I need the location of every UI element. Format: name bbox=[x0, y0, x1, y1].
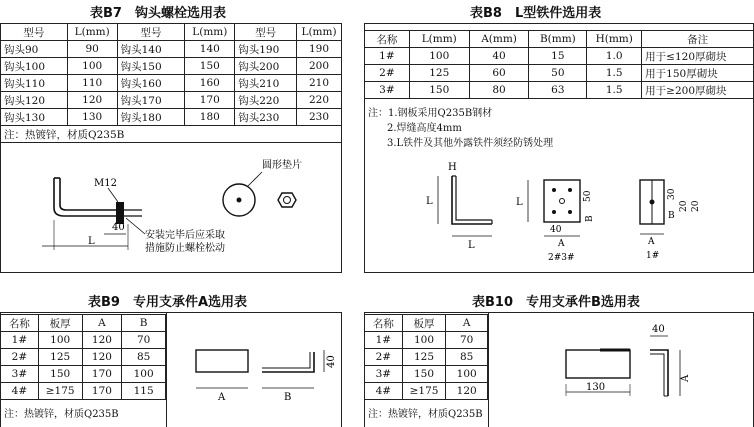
dim-40-b10: 40 bbox=[652, 324, 665, 335]
dim-B: B bbox=[585, 215, 595, 222]
b8-header-cell: L(mm) bbox=[409, 31, 469, 48]
table-cell: 125 bbox=[38, 349, 82, 366]
dim-A-plate: A bbox=[558, 239, 565, 249]
table-cell: 2# bbox=[365, 65, 410, 82]
table-row bbox=[365, 349, 488, 366]
support-a-plate bbox=[196, 350, 248, 372]
table-cell: 用于≤120厚砌块 bbox=[642, 48, 754, 65]
b9-header-cell: 名称 bbox=[1, 315, 39, 332]
table-cell: 1.5 bbox=[587, 65, 642, 82]
dim-A-b10: A bbox=[680, 374, 691, 382]
table-cell: 4# bbox=[365, 383, 403, 400]
table-cell: 230 bbox=[297, 109, 342, 126]
table-cell: 220 bbox=[297, 92, 342, 109]
table-cell: 150 bbox=[38, 366, 82, 383]
b9-header-cell: A bbox=[82, 315, 122, 332]
table-row bbox=[1, 109, 342, 126]
b8-header-cell: 备注 bbox=[642, 31, 754, 48]
table-cell: 钩头160 bbox=[117, 75, 185, 92]
b7-title: 表B7 钩头螺栓选用表 bbox=[90, 6, 226, 21]
b10-support-b-drawing bbox=[490, 312, 754, 427]
table-cell: 钩头150 bbox=[117, 58, 185, 75]
b10-header-cell: 名称 bbox=[365, 315, 403, 332]
table-row bbox=[1, 383, 166, 400]
table-cell: 80 bbox=[469, 82, 529, 99]
table-cell: 150 bbox=[402, 366, 446, 383]
table-cell: 170 bbox=[82, 366, 122, 383]
table-cell: 90 bbox=[67, 41, 117, 58]
table-cell: 1# bbox=[365, 332, 403, 349]
table-cell: 钩头210 bbox=[235, 75, 297, 92]
table-cell: 100 bbox=[402, 332, 446, 349]
table-cell: 70 bbox=[446, 332, 488, 349]
table-cell: 115 bbox=[122, 383, 166, 400]
b8-l-bracket-drawing bbox=[364, 150, 754, 273]
thread-label: M12 bbox=[94, 178, 117, 189]
table-row bbox=[365, 366, 488, 383]
b8-header-cell: H(mm) bbox=[587, 31, 642, 48]
b7-header-cell: 型号 bbox=[235, 24, 297, 41]
table-cell: 3# bbox=[1, 366, 39, 383]
table-cell: ≥175 bbox=[38, 383, 82, 400]
table-row bbox=[365, 48, 754, 65]
table-cell: 钩头90 bbox=[1, 41, 68, 58]
b8-header-cell: B(mm) bbox=[529, 31, 587, 48]
b9-title: 表B9 专用支承件A选用表 bbox=[88, 295, 248, 310]
table-cell: 125 bbox=[409, 65, 469, 82]
table-row bbox=[365, 332, 488, 349]
b7-header-row bbox=[1, 24, 342, 41]
plate-2-3-front bbox=[544, 180, 580, 222]
dim-40-label: 40 bbox=[112, 222, 125, 233]
b8-note-2: 2.焊缝高度4mm bbox=[387, 123, 462, 134]
table-cell: 70 bbox=[122, 332, 166, 349]
table-cell: ≥175 bbox=[402, 383, 446, 400]
table-cell: 100 bbox=[122, 366, 166, 383]
dim-H: H bbox=[448, 162, 457, 173]
caption-1: 1# bbox=[646, 251, 660, 261]
b7-note: 注：热镀锌，材质Q235B bbox=[1, 126, 342, 143]
b9-header-row bbox=[1, 315, 166, 332]
b8-table bbox=[364, 30, 754, 99]
dim-30: 30 bbox=[667, 188, 677, 200]
dim-20a: 20 bbox=[679, 200, 689, 212]
dim-A-b9: A bbox=[218, 392, 226, 403]
table-cell: 钩头230 bbox=[235, 109, 297, 126]
table-cell: 100 bbox=[409, 48, 469, 65]
table-cell: 120 bbox=[67, 92, 117, 109]
table-cell: 170 bbox=[82, 383, 122, 400]
table-cell: 1.5 bbox=[587, 82, 642, 99]
b10-table bbox=[364, 314, 488, 400]
b7-header-cell: 型号 bbox=[1, 24, 68, 41]
table-row bbox=[365, 383, 488, 400]
dim-L-plate: L bbox=[516, 197, 523, 208]
b8-header-cell: A(mm) bbox=[469, 31, 529, 48]
table-cell: 110 bbox=[67, 75, 117, 92]
table-cell: 100 bbox=[446, 366, 488, 383]
b10-header-row bbox=[365, 315, 488, 332]
dim-B-1: B bbox=[668, 211, 675, 221]
table-cell: 钩头110 bbox=[1, 75, 68, 92]
b7-header-cell: L(mm) bbox=[185, 24, 235, 41]
table-row bbox=[1, 92, 342, 109]
table-row bbox=[365, 65, 754, 82]
table-cell: 180 bbox=[185, 109, 235, 126]
b8-title: 表B8 L型铁件选用表 bbox=[470, 6, 602, 21]
b7-header-cell: 型号 bbox=[117, 24, 185, 41]
table-cell: 1# bbox=[1, 332, 39, 349]
table-row bbox=[365, 82, 754, 99]
table-row bbox=[1, 75, 342, 92]
table-cell: 140 bbox=[185, 41, 235, 58]
b8-header-cell: 名称 bbox=[365, 31, 410, 48]
table-cell: 钩头220 bbox=[235, 92, 297, 109]
table-cell: 2# bbox=[365, 349, 403, 366]
dim-L-vertical: L bbox=[426, 196, 433, 207]
remark-line-2: 措施防止螺栓松动 bbox=[145, 243, 225, 254]
table-cell: 用于150厚砌块 bbox=[642, 65, 754, 82]
table-cell: 190 bbox=[297, 41, 342, 58]
b10-note: 注：热镀锌，材质Q235B bbox=[368, 409, 483, 420]
table-cell: 50 bbox=[529, 65, 587, 82]
b8-header-row bbox=[365, 31, 754, 48]
support-b-profile bbox=[650, 350, 668, 396]
table-cell: 130 bbox=[67, 109, 117, 126]
dim-20b: 20 bbox=[691, 200, 701, 212]
table-cell: 120 bbox=[446, 383, 488, 400]
b9-header-cell: 板厚 bbox=[38, 315, 82, 332]
l-bracket-profile bbox=[452, 176, 492, 224]
b7-header-cell: L(mm) bbox=[67, 24, 117, 41]
table-cell: 4# bbox=[1, 383, 39, 400]
table-cell: 85 bbox=[446, 349, 488, 366]
table-cell: 170 bbox=[185, 92, 235, 109]
table-cell: 200 bbox=[297, 58, 342, 75]
table-cell: 用于≥200厚砌块 bbox=[642, 82, 754, 99]
dim-130: 130 bbox=[586, 382, 606, 393]
b10-header-cell: A bbox=[446, 315, 488, 332]
b10-title: 表B10 专用支承件B选用表 bbox=[472, 295, 640, 310]
dim-L-horizontal: L bbox=[468, 240, 475, 251]
b9-header-cell: B bbox=[122, 315, 166, 332]
table-cell: 210 bbox=[297, 75, 342, 92]
support-a-profile bbox=[262, 352, 314, 372]
table-cell: 120 bbox=[82, 349, 122, 366]
table-row bbox=[1, 41, 342, 58]
table-cell: 125 bbox=[402, 349, 446, 366]
dim-A-1: A bbox=[648, 237, 655, 247]
remark-line-1: 安装完毕后应采取 bbox=[145, 230, 225, 241]
table-cell: 150 bbox=[185, 58, 235, 75]
b7-header-cell: L(mm) bbox=[297, 24, 342, 41]
table-row bbox=[1, 58, 342, 75]
washer-label: 圆形垫片 bbox=[262, 160, 302, 171]
table-cell: 2# bbox=[1, 349, 39, 366]
table-cell: 钩头190 bbox=[235, 41, 297, 58]
table-cell: 63 bbox=[529, 82, 587, 99]
table-row bbox=[1, 349, 166, 366]
table-cell: 1.0 bbox=[587, 48, 642, 65]
table-cell: 3# bbox=[365, 82, 410, 99]
hex-nut bbox=[278, 193, 296, 207]
dim-40-b9: 40 bbox=[326, 355, 337, 368]
table-cell: 钩头140 bbox=[117, 41, 185, 58]
table-cell: 100 bbox=[38, 332, 82, 349]
dim-B-b9: B bbox=[284, 392, 292, 403]
table-cell: 钩头120 bbox=[1, 92, 68, 109]
table-cell: 15 bbox=[529, 48, 587, 65]
table-cell: 100 bbox=[67, 58, 117, 75]
table-cell: 钩头130 bbox=[1, 109, 68, 126]
table-cell: 3# bbox=[365, 366, 403, 383]
table-row bbox=[1, 366, 166, 383]
table-row bbox=[1, 332, 166, 349]
b9-note: 注：热镀锌，材质Q235B bbox=[4, 409, 119, 420]
table-cell: 钩头100 bbox=[1, 58, 68, 75]
table-cell: 钩头200 bbox=[235, 58, 297, 75]
dim-50: 50 bbox=[583, 190, 593, 202]
b8-note-1: 注：1.钢板采用Q235B钢材 bbox=[368, 108, 493, 119]
table-cell: 85 bbox=[122, 349, 166, 366]
table-cell: 钩头170 bbox=[117, 92, 185, 109]
dim-L-label: L bbox=[88, 236, 95, 247]
support-b-plate bbox=[566, 350, 630, 378]
b7-hook-bolt-drawing bbox=[0, 150, 342, 273]
caption-2-3: 2#3# bbox=[548, 253, 575, 263]
table-cell: 1# bbox=[365, 48, 410, 65]
bolt-nut bbox=[116, 202, 124, 224]
table-cell: 40 bbox=[469, 48, 529, 65]
b9-support-a-drawing bbox=[168, 312, 342, 427]
table-cell: 160 bbox=[185, 75, 235, 92]
dim-40-plate: 40 bbox=[550, 225, 562, 235]
b7-table bbox=[0, 23, 342, 143]
b8-note-3: 3.L铁件及其他外露铁件须经防锈处理 bbox=[387, 138, 554, 149]
b9-table bbox=[0, 314, 166, 400]
table-cell: 150 bbox=[409, 82, 469, 99]
table-cell: 钩头180 bbox=[117, 109, 185, 126]
table-cell: 60 bbox=[469, 65, 529, 82]
b7-note-row bbox=[1, 126, 342, 143]
table-cell: 120 bbox=[82, 332, 122, 349]
b10-header-cell: 板厚 bbox=[402, 315, 446, 332]
